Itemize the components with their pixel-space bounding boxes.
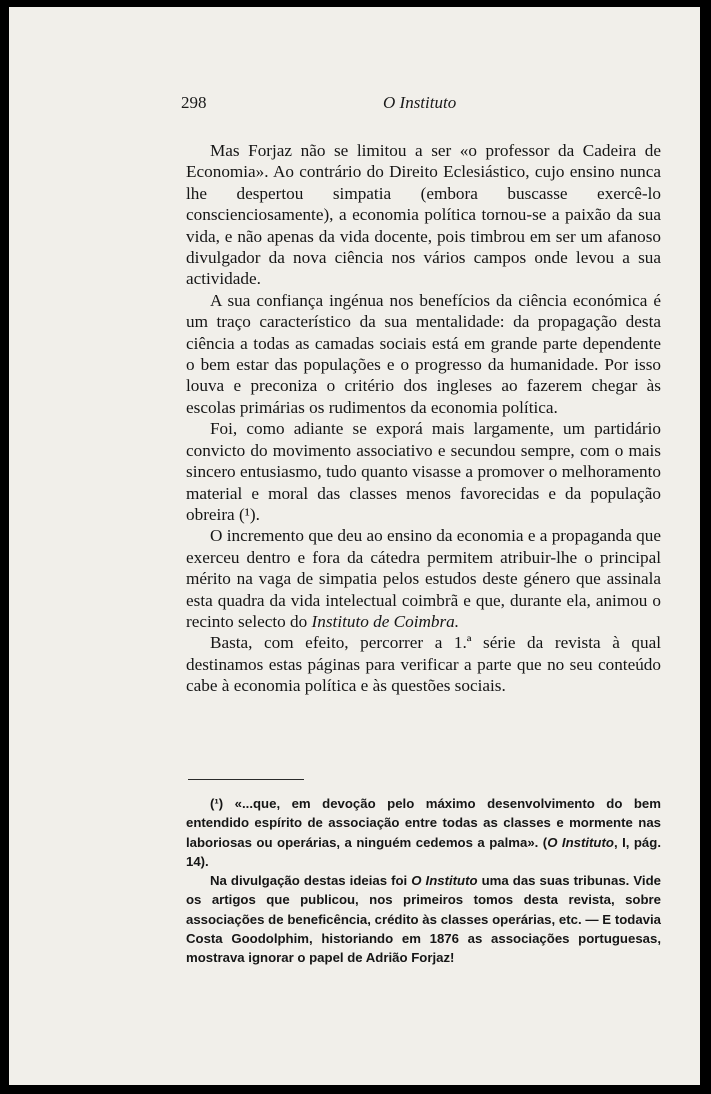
paragraph-5: Basta, com efeito, percorrer a 1.ª série da revista à qual destinamos estas páginas para verificar a parte que no seu conteúdo cabe à economia política e às questões sociais. [186, 633, 661, 696]
footnote-1 [186, 794, 661, 871]
paragraph-1: Mas Forjaz não se limitou a ser «o professor da Cadeira de Economia». Ao contrário do Direito Eclesiástico, cujo ensino nunca lhe despertou simpatia (embora buscasse exercê-lo conscienciosamente), a economia política tornou-se a paixão da sua vida, e não apenas da vida docente, pois timbrou em ser um afanoso divulgador da nova ciência nos vários campos onde levou a sua actividade. [186, 141, 661, 289]
page-number: 298 [181, 93, 207, 112]
running-title: O Instituto [383, 93, 457, 112]
footnote-reference: (¹). [238, 504, 260, 524]
footnote-2 [186, 871, 661, 967]
paragraph-3 [186, 418, 661, 525]
paragraph-3-text: Foi, como adiante se exporá mais largamente, um partidário convicto do movimento associativo e secundou sempre, com o mais sincero entusiasmo, tudo quanto visasse a promover o melhoramento material e moral das classes menos favorecidas e da população obreira [186, 419, 661, 524]
paragraph-2: A sua confiança ingénua nos benefícios da ciência económica é um traço característico da sua mentalidade: da propagação desta ciência a todas as camadas sociais está em grande parte dependente o bem estar das populações e o progresso da humanidade. Por isso louva e preconiza o critério dos ingleses ao fazerem chegar às escolas primárias os rudimentos da economia política. [186, 290, 661, 417]
footnote-1-ref-rest: , I, pág. 14). [186, 834, 661, 869]
footnote-1-ref-title: O Instituto [547, 834, 614, 850]
footnote-2-rest: uma das suas tribunas. Vide os artigos que publicou, nos primeiros tomos desta revista, sobre associações de beneficência, crédito às classes operárias, etc. — E todavia Costa Goodolphim, historiando em 1876 as associações portuguesas, mostrava ignorar o papel de Adrião Forjaz! [186, 873, 661, 966]
footnotes [186, 794, 661, 968]
document-page [9, 7, 700, 1085]
paragraph-4-text: O incremento que deu ao ensino da economia e a propaganda que exerceu dentro e fora da cátedra permitem atribuir-lhe o principal mérito na vaga de simpatia pelos estudos deste género que assinala esta quadra da vida intelectual coimbrã e que, durante ela, animou o recinto selecto do [186, 526, 661, 631]
footnote-2-start: Na divulgação destas ideias foi [210, 873, 412, 889]
institute-name: Instituto de Coimbra. [311, 611, 460, 631]
page-header [9, 93, 700, 117]
footnote-1-text: «...que, em devoção pelo máximo desenvolvimento do bem entendido espírito de associação entre todas as classes e mormente nas laboriosas ou operárias, a ninguém cedemos a palma». ( [186, 796, 661, 850]
footnote-2-journal: O Instituto [411, 873, 478, 889]
main-text [186, 140, 661, 697]
footnote-marker: (¹) [210, 796, 224, 811]
footnote-divider [188, 779, 304, 780]
paragraph-4 [186, 525, 661, 632]
